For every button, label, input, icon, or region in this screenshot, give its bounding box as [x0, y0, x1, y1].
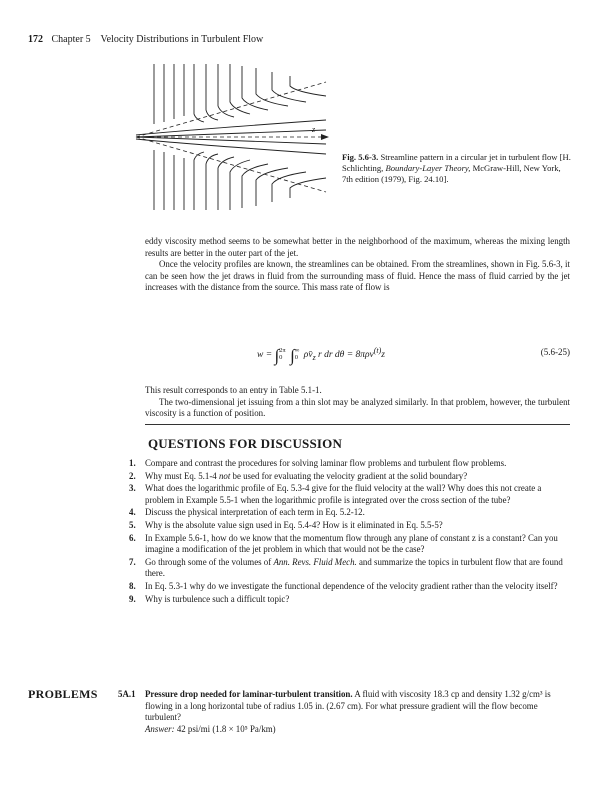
jet-boundary-upper	[136, 82, 326, 137]
streamline-figure	[126, 62, 331, 212]
entrainment-line	[194, 152, 204, 210]
eq-superscript: (t)	[373, 346, 382, 355]
caption-book: Boundary-Layer Theory,	[385, 163, 471, 174]
question-item: 2. Why must Eq. 5.1-4 not be used for evaluating the velocity gradient at the solid boundary?	[129, 470, 468, 481]
question-item: 7. Go through some of the volumes of Ann. Revs. Fluid Mech. and summarize the topics in turbulent flow that are found there.	[129, 556, 563, 579]
entrainment-line	[272, 172, 306, 202]
jet-streamline	[136, 130, 326, 137]
equation-number: (5.6-25)	[540, 347, 570, 357]
question-item: 9. Why is turbulence such a difficult topic?	[129, 593, 290, 604]
question-item: 1. Compare and contrast the procedures for solving laminar flow problems and turbulent flow problems.	[129, 458, 507, 468]
problem-text: A fluid with viscosity 18.3 cp and density 1.32 g/cm³ is flowing in a long horizontal tube of radius 1.05 in. (2.67 cm). For what pressure gradient will the flow become turbulent?	[145, 689, 551, 723]
jet-boundary-lower	[136, 137, 326, 192]
integral-limits-1: 2π 0	[279, 347, 286, 362]
page-number: 172	[28, 34, 43, 45]
entrainment-line	[290, 76, 326, 96]
answer-value: 42 psi/mi (1.8 × 10⁵ Pa/km)	[176, 723, 276, 734]
entrainment-line	[242, 66, 268, 110]
axis-arrow-icon	[321, 134, 329, 140]
problem-title: Pressure drop needed for laminar-turbulent transition.	[145, 689, 353, 699]
question-item: 5. Why is the absolute value sign used in Eq. 5.4-4? How is it eliminated in Eq. 5.5-5?	[129, 519, 443, 530]
entrainment-line	[242, 164, 268, 208]
jet-streamline	[136, 137, 326, 144]
questions-title: QUESTIONS FOR DISCUSSION	[148, 436, 343, 451]
figure-caption	[342, 152, 572, 186]
integral-limits-2: ∞ 0	[294, 347, 300, 362]
question-item: 8. In Eq. 5.3-1 why do we investigate the functional dependence of the velocity gradient rather than the velocity itself?	[129, 580, 558, 591]
answer-label: Answer:	[145, 723, 175, 734]
paragraph-1: eddy viscosity method seems to be somewhat better in the neighborhood of the maximum, whereas the mixing length results are better in the outer part of the jet.	[145, 236, 570, 258]
body-text-bottom	[145, 385, 570, 420]
entrainment-line	[206, 154, 218, 210]
caption-text-after: McGraw-Hill, New York, 7th edition (1979), Fig. 24.10].	[342, 163, 561, 185]
equation-formula	[257, 346, 385, 366]
problems-heading: PROBLEMS	[28, 687, 98, 701]
caption-label: Fig. 5.6-3.	[342, 152, 379, 162]
running-header	[28, 34, 263, 45]
problem-item	[118, 689, 570, 735]
eq-subscript: z	[312, 353, 316, 363]
jet-streamline	[136, 139, 326, 154]
entrainment-line	[272, 72, 306, 102]
paragraph-4: The two-dimensional jet issuing from a thin slot may be analyzed similarly. In that problem, however, the turbulent viscosity is a function of position.	[145, 396, 570, 419]
streamline-diagram	[126, 62, 331, 212]
paragraph-2: Once the velocity profiles are known, the streamlines can be obtained. From the streamlines, shown in Fig. 5.6-3, it can be seen how the jet draws in fluid from the surrounding mass of fluid. Hence the mass of fluid carried by the jet increases with the distance from the source. This mass rate of flow is	[145, 259, 570, 293]
chapter-label: Chapter 5	[51, 34, 91, 45]
entrainment-line	[290, 178, 326, 198]
jet-streamline	[136, 120, 326, 135]
question-item: 4. Discuss the physical interpretation of each term in Eq. 5.2-12.	[129, 507, 365, 518]
body-text-top	[145, 236, 570, 294]
eq-lhs: w =	[257, 350, 273, 361]
paragraph-3: This result corresponds to an entry in Table 5.1-1.	[145, 385, 322, 395]
eq-integrand: ρv̄	[303, 350, 313, 361]
integral-sign: ∫	[290, 346, 295, 366]
caption-text-before: Streamline pattern in a circular jet in turbulent flow [H. Schlichting,	[342, 152, 571, 174]
section-divider	[145, 424, 570, 425]
integral-sign: ∫	[274, 346, 280, 366]
problem-number: 5A.1	[118, 689, 136, 699]
eq-rest: r dr dθ = 8πρν	[318, 350, 374, 361]
problem-body	[145, 689, 570, 735]
axis-label: z	[312, 125, 316, 134]
eq-tail: z	[381, 350, 385, 361]
entrainment-line	[206, 64, 218, 120]
entrainment-line	[194, 64, 204, 122]
question-item: 3. What does the logarithmic profile of Eq. 5.3-4 give for the fluid velocity at the wall? Why does this not create a problem in Example 5.5-1 when the logarithmic profile is integrated over the cross section of the tube?	[129, 483, 542, 505]
chapter-title: Velocity Distributions in Turbulent Flow	[100, 34, 264, 45]
equation-5-6-25	[145, 337, 570, 371]
questions-list	[129, 458, 570, 605]
question-item: 6. In Example 5.6-1, how do we know that the momentum flow through any plane of constant z is a constant? Can you imagine a modification of the jet problem in which that would not be the case?	[129, 532, 558, 555]
